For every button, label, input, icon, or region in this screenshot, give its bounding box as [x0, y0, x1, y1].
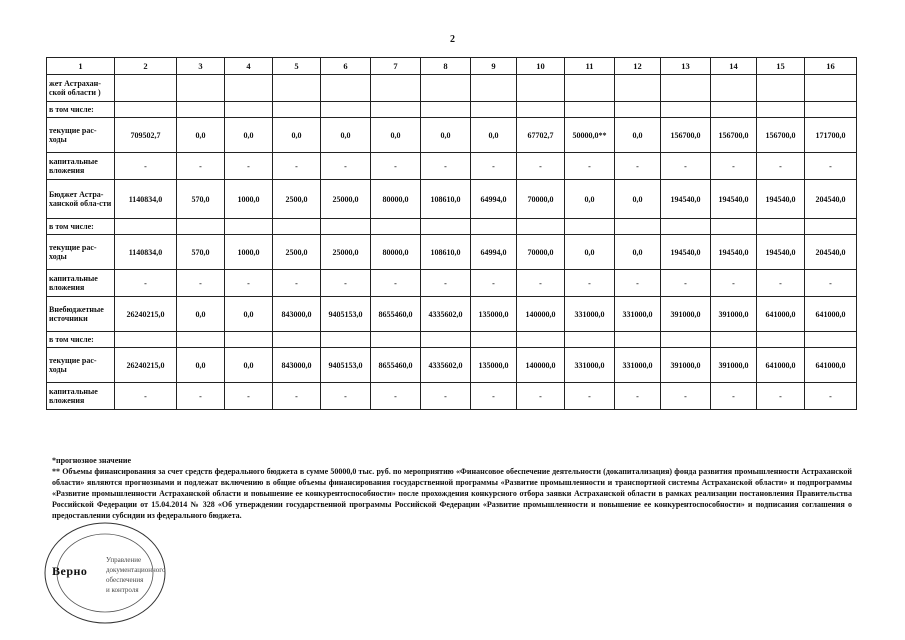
- table-cell: -: [115, 383, 177, 410]
- table-cell: [321, 75, 371, 102]
- table-cell: -: [471, 270, 517, 297]
- column-number-10: 10: [517, 58, 565, 75]
- table-cell: -: [757, 270, 805, 297]
- column-number-11: 11: [565, 58, 615, 75]
- table-cell: -: [273, 383, 321, 410]
- table-cell: [471, 332, 517, 348]
- table-cell: 194540,0: [661, 180, 711, 219]
- table-row: [47, 75, 857, 102]
- table-cell: -: [661, 153, 711, 180]
- budget-table: [46, 57, 857, 410]
- table-cell: -: [421, 270, 471, 297]
- table-cell: [115, 219, 177, 235]
- table-cell: -: [757, 153, 805, 180]
- page-number: 2: [450, 34, 455, 45]
- table-cell: 391000,0: [661, 297, 711, 332]
- table-cell: 156700,0: [661, 118, 711, 153]
- table-cell: 25000,0: [321, 180, 371, 219]
- stamp-line-4: и контроля: [106, 586, 139, 594]
- table-cell: [615, 332, 661, 348]
- table-cell: 0,0: [565, 180, 615, 219]
- table-cell: [177, 332, 225, 348]
- table-cell: -: [177, 153, 225, 180]
- table-cell: 0,0: [177, 118, 225, 153]
- table-cell: -: [805, 383, 857, 410]
- table-cell: [615, 102, 661, 118]
- table-cell: 0,0: [615, 118, 661, 153]
- table-row: [47, 235, 857, 270]
- table-cell: 108610,0: [421, 235, 471, 270]
- table-cell: -: [565, 270, 615, 297]
- table-cell: [805, 219, 857, 235]
- row-label: текущие рас-ходы: [47, 235, 115, 270]
- row-label: капитальные вложения: [47, 153, 115, 180]
- table-cell: 80000,0: [371, 180, 421, 219]
- table-cell: -: [115, 153, 177, 180]
- table-cell: [711, 102, 757, 118]
- table-cell: 64994,0: [471, 180, 517, 219]
- table-cell: [371, 332, 421, 348]
- table-cell: [177, 219, 225, 235]
- table-cell: 1000,0: [225, 180, 273, 219]
- table-row: [47, 219, 857, 235]
- table-cell: 0,0: [321, 118, 371, 153]
- table-cell: [805, 75, 857, 102]
- column-number-5: 5: [273, 58, 321, 75]
- table-cell: 8655460,0: [371, 348, 421, 383]
- table-cell: 26240215,0: [115, 297, 177, 332]
- table-cell: [805, 102, 857, 118]
- table-cell: [225, 75, 273, 102]
- table-cell: [517, 75, 565, 102]
- table-cell: 641000,0: [805, 297, 857, 332]
- table-cell: [421, 332, 471, 348]
- table-cell: [565, 219, 615, 235]
- table-cell: [565, 102, 615, 118]
- table-cell: 391000,0: [711, 297, 757, 332]
- table-cell: -: [517, 270, 565, 297]
- column-number-16: 16: [805, 58, 857, 75]
- table-cell: -: [421, 153, 471, 180]
- column-number-13: 13: [661, 58, 711, 75]
- table-cell: -: [517, 383, 565, 410]
- table-row: [47, 118, 857, 153]
- table-cell: [615, 219, 661, 235]
- table-cell: [757, 75, 805, 102]
- table-cell: [273, 332, 321, 348]
- table-cell: [321, 219, 371, 235]
- column-number-15: 15: [757, 58, 805, 75]
- stamp-verno-label: Верно: [52, 564, 88, 578]
- table-cell: -: [421, 383, 471, 410]
- table-cell: 0,0: [273, 118, 321, 153]
- column-number-6: 6: [321, 58, 371, 75]
- table-cell: 2500,0: [273, 235, 321, 270]
- table-cell: [661, 102, 711, 118]
- table-cell: -: [711, 153, 757, 180]
- table-cell: [757, 332, 805, 348]
- table-cell: -: [225, 153, 273, 180]
- table-cell: [225, 219, 273, 235]
- table-cell: -: [371, 153, 421, 180]
- table-cell: 2500,0: [273, 180, 321, 219]
- table-cell: [711, 75, 757, 102]
- table-row: [47, 332, 857, 348]
- table-cell: 843000,0: [273, 348, 321, 383]
- table-cell: 135000,0: [471, 297, 517, 332]
- table-cell: [421, 219, 471, 235]
- table-cell: -: [517, 153, 565, 180]
- table-cell: -: [661, 383, 711, 410]
- table-row: [47, 270, 857, 297]
- table-cell: -: [371, 270, 421, 297]
- table-cell: [371, 102, 421, 118]
- table-cell: [273, 102, 321, 118]
- column-number-row: [47, 58, 857, 75]
- table-cell: 67702,7: [517, 118, 565, 153]
- table-cell: [565, 332, 615, 348]
- table-cell: -: [661, 270, 711, 297]
- column-number-3: 3: [177, 58, 225, 75]
- table-cell: [471, 75, 517, 102]
- table-cell: 0,0: [371, 118, 421, 153]
- table-cell: -: [711, 383, 757, 410]
- table-row: [47, 153, 857, 180]
- table-cell: 70000,0: [517, 180, 565, 219]
- table-cell: 0,0: [177, 297, 225, 332]
- column-number-9: 9: [471, 58, 517, 75]
- table-cell: 1140834,0: [115, 235, 177, 270]
- table-cell: [471, 102, 517, 118]
- table-cell: 0,0: [225, 348, 273, 383]
- table-cell: 641000,0: [757, 297, 805, 332]
- table-cell: 194540,0: [757, 235, 805, 270]
- table-cell: [115, 75, 177, 102]
- table-cell: -: [615, 153, 661, 180]
- table-cell: -: [805, 153, 857, 180]
- table-cell: -: [615, 383, 661, 410]
- table-cell: 709502,7: [115, 118, 177, 153]
- table-cell: 331000,0: [615, 348, 661, 383]
- table-cell: 50000,0**: [565, 118, 615, 153]
- row-label: Бюджет Астра-ханской обла-сти: [47, 180, 115, 219]
- table-cell: 331000,0: [565, 348, 615, 383]
- row-label: в том числе:: [47, 219, 115, 235]
- table-body: [47, 75, 857, 410]
- row-label: в том числе:: [47, 102, 115, 118]
- table-cell: [225, 102, 273, 118]
- table-cell: 0,0: [615, 235, 661, 270]
- table-cell: -: [321, 153, 371, 180]
- table-cell: [177, 102, 225, 118]
- table-cell: 194540,0: [661, 235, 711, 270]
- stamp-line-2: документационного: [106, 566, 166, 574]
- table-cell: [273, 219, 321, 235]
- footnote-federal-funding: ** Объемы финансирования за счет средств федерального бюджета в сумме 50000,0 тыс. руб. по мероприятию «Финансовое обеспечение деятельности (докапитализация) фонда развития промышленности Астраханской области» являются прогнозными и подлежат включению в общие объемы финансирования государственной программы «Развитие промышленности и транспортной системы Астраханской области» и подпрограммы «Развитие промышленности Астраханской области и повышение ее конкурентоспособности» после прохождения конкурсного отбора заявки Астраханской области в рамках реализации постановления Правительства Российской Федерации от 15.04.2014 № 328 «Об утверждении государственной программы Российской Федерации «Развитие промышленности и повышение ее конкурентоспособности» и подписания соглашения о предоставлении субсидии из федерального бюджета.: [52, 467, 852, 520]
- table-cell: 70000,0: [517, 235, 565, 270]
- table-cell: -: [565, 153, 615, 180]
- table-cell: [421, 102, 471, 118]
- column-number-2: 2: [115, 58, 177, 75]
- table-cell: -: [321, 270, 371, 297]
- table-cell: 140000,0: [517, 348, 565, 383]
- table-cell: -: [805, 270, 857, 297]
- column-number-4: 4: [225, 58, 273, 75]
- table-cell: 135000,0: [471, 348, 517, 383]
- table-cell: 26240215,0: [115, 348, 177, 383]
- table-cell: 331000,0: [565, 297, 615, 332]
- table-cell: -: [115, 270, 177, 297]
- table-cell: [115, 102, 177, 118]
- table-cell: [115, 332, 177, 348]
- table-cell: -: [273, 153, 321, 180]
- table-cell: [273, 75, 321, 102]
- table-cell: -: [273, 270, 321, 297]
- table-cell: 641000,0: [757, 348, 805, 383]
- table-cell: 25000,0: [321, 235, 371, 270]
- table-cell: [757, 219, 805, 235]
- table-cell: -: [615, 270, 661, 297]
- table-cell: 1140834,0: [115, 180, 177, 219]
- table-cell: 9405153,0: [321, 297, 371, 332]
- table-cell: [805, 332, 857, 348]
- table-cell: 194540,0: [711, 235, 757, 270]
- row-label: жет Астрахан-ской области ): [47, 75, 115, 102]
- table-cell: 4335602,0: [421, 297, 471, 332]
- table-cell: [471, 219, 517, 235]
- row-label: текущие рас-ходы: [47, 348, 115, 383]
- column-number-1: 1: [47, 58, 115, 75]
- table-cell: [711, 219, 757, 235]
- table-cell: [177, 75, 225, 102]
- table-cell: [661, 332, 711, 348]
- table-cell: [661, 75, 711, 102]
- table-cell: 156700,0: [711, 118, 757, 153]
- table-cell: [517, 219, 565, 235]
- table-cell: 9405153,0: [321, 348, 371, 383]
- table-cell: [517, 102, 565, 118]
- column-number-8: 8: [421, 58, 471, 75]
- row-label: Внебюджетные источники: [47, 297, 115, 332]
- table-cell: [321, 102, 371, 118]
- row-label: капитальные вложения: [47, 270, 115, 297]
- table-cell: -: [471, 383, 517, 410]
- table-cell: -: [371, 383, 421, 410]
- table-cell: 204540,0: [805, 235, 857, 270]
- table-cell: -: [177, 270, 225, 297]
- table-cell: [615, 75, 661, 102]
- footnotes: [52, 455, 852, 521]
- table-row: [47, 180, 857, 219]
- table-cell: 0,0: [225, 297, 273, 332]
- table-cell: -: [177, 383, 225, 410]
- table-cell: 64994,0: [471, 235, 517, 270]
- table-cell: 0,0: [421, 118, 471, 153]
- table-cell: 570,0: [177, 180, 225, 219]
- table-cell: 0,0: [615, 180, 661, 219]
- table-cell: 331000,0: [615, 297, 661, 332]
- table-cell: 641000,0: [805, 348, 857, 383]
- table-row: [47, 102, 857, 118]
- table-row: [47, 348, 857, 383]
- table-cell: -: [711, 270, 757, 297]
- stamp-line-1: Управление: [106, 556, 142, 564]
- table-cell: [371, 219, 421, 235]
- table-cell: 108610,0: [421, 180, 471, 219]
- table-cell: 391000,0: [661, 348, 711, 383]
- column-number-12: 12: [615, 58, 661, 75]
- table-cell: [321, 332, 371, 348]
- table-cell: 843000,0: [273, 297, 321, 332]
- table-cell: [517, 332, 565, 348]
- table-cell: [565, 75, 615, 102]
- table-cell: 194540,0: [757, 180, 805, 219]
- table-cell: -: [757, 383, 805, 410]
- table-cell: 204540,0: [805, 180, 857, 219]
- table-cell: 4335602,0: [421, 348, 471, 383]
- table-cell: 0,0: [565, 235, 615, 270]
- table-cell: [225, 332, 273, 348]
- table-cell: [757, 102, 805, 118]
- table-cell: 1000,0: [225, 235, 273, 270]
- table-cell: [371, 75, 421, 102]
- row-label: капитальные вложения: [47, 383, 115, 410]
- table-row: [47, 383, 857, 410]
- stamp-line-3: обеспечения: [106, 576, 144, 584]
- table-cell: [661, 219, 711, 235]
- table-cell: 194540,0: [711, 180, 757, 219]
- row-label: текущие рас-ходы: [47, 118, 115, 153]
- table-row: [47, 297, 857, 332]
- table-cell: 0,0: [225, 118, 273, 153]
- table-cell: -: [225, 383, 273, 410]
- table-cell: [421, 75, 471, 102]
- table-cell: -: [321, 383, 371, 410]
- table-cell: 0,0: [177, 348, 225, 383]
- table-cell: -: [225, 270, 273, 297]
- footnote-forecast: *прогнозное значение: [52, 456, 132, 465]
- column-number-7: 7: [371, 58, 421, 75]
- table-cell: 391000,0: [711, 348, 757, 383]
- table-cell: 156700,0: [757, 118, 805, 153]
- row-label: в том числе:: [47, 332, 115, 348]
- table-cell: 171700,0: [805, 118, 857, 153]
- table-cell: -: [471, 153, 517, 180]
- table-cell: 8655460,0: [371, 297, 421, 332]
- column-number-14: 14: [711, 58, 757, 75]
- table-cell: 80000,0: [371, 235, 421, 270]
- table-cell: 570,0: [177, 235, 225, 270]
- table-cell: 0,0: [471, 118, 517, 153]
- table-cell: 140000,0: [517, 297, 565, 332]
- table-cell: -: [565, 383, 615, 410]
- table-cell: [711, 332, 757, 348]
